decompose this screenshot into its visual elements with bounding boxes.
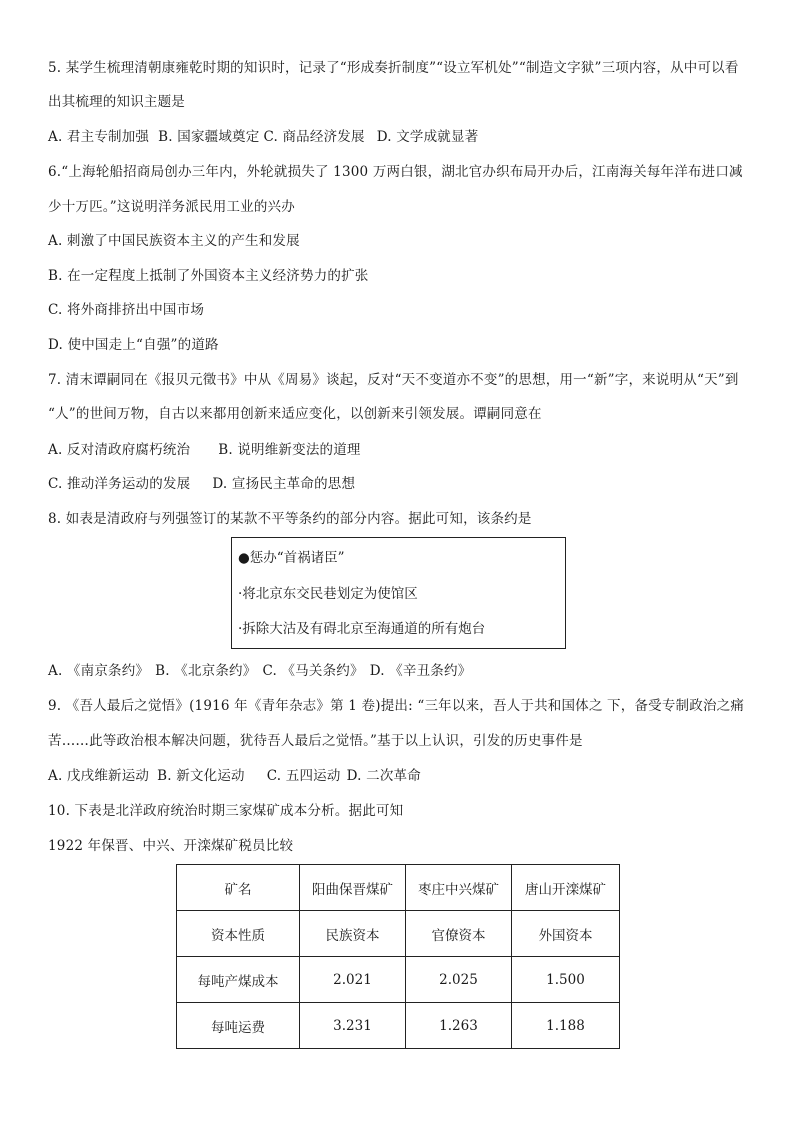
q10-table-caption: 1922 年保晋、中兴、开滦煤矿税员比较 [48, 838, 294, 854]
table-cell: 3.231 [300, 1003, 406, 1049]
table-cell: 民族资本 [300, 911, 406, 957]
table-cell: 矿名 [177, 865, 300, 911]
q6-stem-line1: 6.“上海轮船招商局创办三年内，外轮就损失了 1300 万两白银，湖北官办织布局开办后，江南海关每年洋布进口减 [48, 164, 743, 180]
coal-mine-cost-table [176, 864, 620, 1049]
table-row [177, 865, 620, 911]
q7-options-row1 [48, 440, 361, 460]
q5-stem-line2: 出其梳理的知识主题是 [48, 94, 185, 110]
q6-option-a[interactable]: A. 刺激了中国民族资本主义的产生和发展 [48, 233, 300, 249]
table-cell: 枣庄中兴煤矿 [406, 865, 512, 911]
table-cell: 1.500 [512, 957, 620, 1003]
q7-option-a[interactable]: A. 反对清政府腐朽统治 [48, 442, 191, 458]
q8-treaty-box [231, 537, 566, 649]
q5-option-a[interactable]: A. 君主专制加强 [48, 129, 150, 145]
q8-stem: 8. 如表是清政府与列强签订的某款不平等条约的部分内容。据此可知，该条约是 [48, 511, 532, 527]
q8-options [48, 661, 471, 681]
q5-option-d[interactable]: D. 文学成就显著 [376, 129, 479, 145]
table-cell: 资本性质 [177, 911, 300, 957]
q9-option-b[interactable]: B. 新文化运动 [157, 768, 245, 784]
table-row [177, 1003, 620, 1049]
q7-stem-line1: 7. 清末谭嗣同在《报贝元徵书》中从《周易》谈起，反对“天不变道亦不变”的思想，用一“新”字，来说明从“天”到 [48, 372, 739, 388]
table-cell: 官僚资本 [406, 911, 512, 957]
table-cell: 每吨产煤成本 [177, 957, 300, 1003]
q8-box-item-1: ●惩办“首祸诸臣” [238, 550, 345, 566]
table-cell: 2.025 [406, 957, 512, 1003]
q6-stem-line2: 少十万匹。”这说明洋务派民用工业的兴办 [48, 199, 295, 215]
q7-option-d[interactable]: D. 宣扬民主革命的思想 [212, 476, 356, 492]
table-row [177, 957, 620, 1003]
q8-box-item-2: ·将北京东交民巷划定为使馆区 [238, 586, 418, 602]
q9-option-c[interactable]: C. 五四运动 [266, 768, 341, 784]
q10-stem: 10. 下表是北洋政府统治时期三家煤矿成本分析。据此可知 [48, 803, 404, 819]
q7-stem-line2: “人”的世间万物，自古以来都用创新来适应变化，以创新来引领发展。谭嗣同意在 [48, 406, 542, 422]
q8-option-d[interactable]: D. 《辛丑条约》 [369, 663, 472, 679]
q8-box-item-3: ·拆除大沽及有碍北京至海通道的所有炮台 [238, 621, 486, 637]
q5-stem-line1: 5. 某学生梳理清朝康雍乾时期的知识时，记录了“形成奏折制度”“设立军机处”“制造文字狱”三项内容，从中可以看 [48, 60, 739, 76]
q9-options [48, 766, 421, 786]
q6-option-b[interactable]: B. 在一定程度上抵制了外国资本主义经济势力的扩张 [48, 268, 369, 284]
q5-option-b[interactable]: B. 国家疆域奠定 [158, 129, 260, 145]
q5-options [48, 127, 478, 147]
q7-option-b[interactable]: B. 说明维新变法的道理 [218, 442, 361, 458]
q6-option-d[interactable]: D. 使中国走上“自强”的道路 [48, 337, 219, 353]
table-cell: 每吨运费 [177, 1003, 300, 1049]
table-cell: 1.263 [406, 1003, 512, 1049]
q9-option-d[interactable]: D. 二次革命 [346, 768, 421, 784]
table-cell: 外国资本 [512, 911, 620, 957]
table-cell: 2.021 [300, 957, 406, 1003]
q5-option-c[interactable]: C. 商品经济发展 [263, 129, 365, 145]
table-cell: 阳曲保晋煤矿 [300, 865, 406, 911]
table-cell: 唐山开滦煤矿 [512, 865, 620, 911]
q9-option-a[interactable]: A. 戊戌维新运动 [48, 768, 150, 784]
q8-option-a[interactable]: A. 《南京条约》 [48, 663, 150, 679]
q8-option-b[interactable]: B. 《北京条约》 [155, 663, 257, 679]
q8-option-c[interactable]: C. 《马关条约》 [262, 663, 364, 679]
table-row [177, 911, 620, 957]
q7-option-c[interactable]: C. 推动洋务运动的发展 [48, 476, 191, 492]
q9-stem-line1: 9. 《吾人最后之觉悟》(1916 年《青年杂志》第 1 卷)提出: “三年以来，吾人于共和国体之 下，备受专制政治之痛 [48, 698, 745, 714]
q7-options-row2 [48, 474, 355, 494]
table-cell: 1.188 [512, 1003, 620, 1049]
q9-stem-line2: 苦……此等政治根本解决问题，犹待吾人最后之觉悟。”基于以上认识，引发的历史事件是 [48, 733, 583, 749]
q6-option-c[interactable]: C. 将外商排挤出中国市场 [48, 302, 205, 318]
